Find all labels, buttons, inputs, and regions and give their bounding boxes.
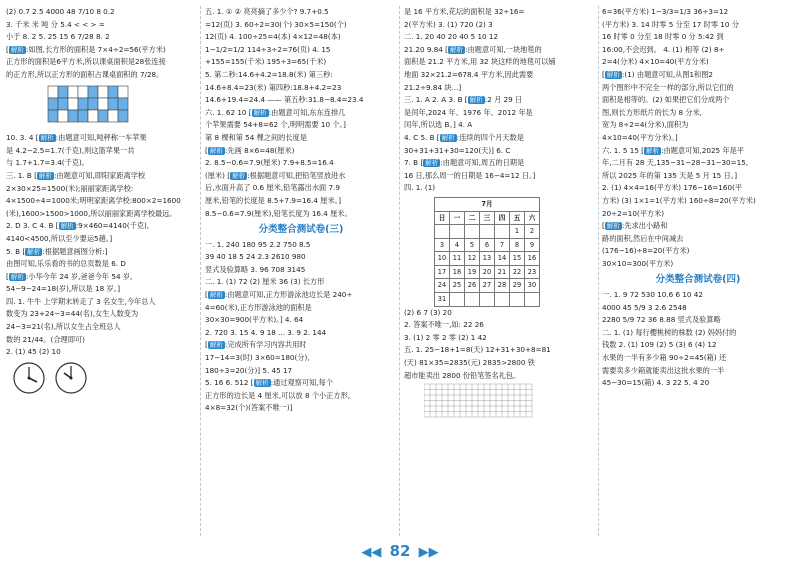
calendar-day: 6 <box>480 238 495 252</box>
calendar-day: 3 <box>435 238 450 252</box>
grid-tile <box>98 110 108 122</box>
grid-tile <box>48 110 58 122</box>
calendar-day <box>465 225 480 239</box>
analysis-tag: 解析 <box>209 146 223 155</box>
answer-line: 30+31+31+30=120(天)] 6. C <box>404 145 511 155</box>
answer-line: 宽为 8÷2=4(分米),面积为 <box>602 120 689 130</box>
grid-tile <box>88 110 98 122</box>
answer-line: 14.6+8.4=23(米) 第四秒:18.8+4.2=23 <box>205 82 342 92</box>
answer-line: 4000 45 5/9 3 2.6 2548 <box>602 302 687 312</box>
grid-tile <box>88 86 98 98</box>
calendar-day: 25 <box>450 279 465 293</box>
analysis-tag: 解析 <box>38 171 53 180</box>
calendar-day: 17 <box>435 265 450 279</box>
answer-line: 厘米,铅笔的长度是 8.5+7.9=16.4 厘米。] <box>205 195 342 205</box>
answer-line: 21.2÷9.84 块...] <box>404 82 462 92</box>
analysis-tag: 解析 <box>606 222 620 231</box>
calendar-day: 15 <box>510 252 525 266</box>
answer-line: 24−3=21(名),所以女生占全班总人 <box>6 322 121 332</box>
answer-line: 180÷3=20(分)] 5. 45 17 <box>205 365 293 375</box>
page-footer <box>0 542 800 560</box>
calendar-day <box>435 225 450 239</box>
grid-tile <box>78 98 88 110</box>
grid-tile <box>58 98 68 110</box>
answer-line: 二. 1. (1) 72 (2) 厘米 36 (3) 长方形 <box>205 277 325 287</box>
grid-tile <box>108 86 118 98</box>
answer-line: 两个图形中不完全一样的部分,所以它们的 <box>602 82 734 92</box>
answer-line: [ 解析 :先画 8×6=48(厘米) <box>205 145 295 155</box>
calendar-day: 29 <box>510 279 525 293</box>
analysis-tag: 解析 <box>40 134 54 143</box>
answer-line: 30×10=300(平方米) <box>602 258 674 268</box>
column-4 <box>602 6 794 536</box>
calendar-day: 16 <box>525 252 540 266</box>
answer-line: 12(页) 4. 100÷25=4(本) 4×12=48(本) <box>205 32 341 42</box>
calendar-day: 21 <box>495 265 510 279</box>
grid-tile <box>68 86 78 98</box>
answer-line: 4. C 5. B [ 解析 :连续的四个月天数是 <box>404 132 524 142</box>
answer-line: 年,二月有 28 天,135−31−28−31−30=15, <box>602 158 749 168</box>
answer-line: 2(平方米) 3. (1) 720 (2) 3 <box>404 19 493 29</box>
answer-line: 面积是相等的。(2) 如果把它们分成两个 <box>602 95 730 105</box>
answer-line: 二. 1. (1) 每行樱桃树的株数 (2) 妈妈付的 <box>602 327 737 337</box>
answer-line: (176−16)÷8=20(平方米) <box>602 246 690 256</box>
calendar-day <box>450 225 465 239</box>
answer-line: (米),1600>1500>1000,所以丽丽家距离学校最远。 <box>6 208 177 218</box>
grid-tile <box>78 110 88 122</box>
calendar-day <box>480 225 495 239</box>
answer-line: 数变为 23+24−3=44(名),女生人数变为 <box>6 309 139 319</box>
clock-icon <box>12 361 46 395</box>
grid-tile <box>58 110 68 122</box>
answer-line: 一. 1. 9 72 530 10.6 6 10 42 <box>602 290 703 300</box>
calendar-day: 1 <box>510 225 525 239</box>
calendar-day: 20 <box>480 265 495 279</box>
answer-line: 水果的一半有多少箱 90÷2=45(箱) 还 <box>602 353 727 363</box>
analysis-tag: 解析 <box>27 247 41 256</box>
answer-line: (厘米) [ 解析 :根据题意可知,把铅笔竖放进水 <box>205 170 346 180</box>
grid-tile <box>48 86 58 98</box>
answer-line: 2. (1) 45 (2) 10 <box>6 347 61 357</box>
column-divider <box>399 6 400 536</box>
answer-line: 三. 1. A 2. A 3. B [ 解析 :2 月 29 日 <box>404 95 523 105</box>
column-divider <box>598 6 599 536</box>
answer-line: (天) 81×35=2835(元) 2835>2800 铁 <box>404 358 535 368</box>
grid-tile <box>98 86 108 98</box>
analysis-tag: 解析 <box>10 272 24 281</box>
analysis-tag: 解析 <box>209 291 223 300</box>
calendar-day: 11 <box>450 252 465 266</box>
answer-line: 54−9−24=18(岁),所以是 18 岁。] <box>6 284 121 294</box>
answer-line: 一. 1. 240 180 95 2.2 750 8.5 <box>205 239 311 249</box>
answer-line: 1−1/2=1/2 114÷3÷2=76(页) 4. 15 <box>205 44 331 54</box>
grid-tile <box>78 86 88 98</box>
answer-line: 5. 第二秒:14.6+4.2=18.8(米) 第三秒: <box>205 69 333 79</box>
answer-line: 闰年,所以选 B。] 4. A <box>404 120 473 130</box>
calendar-day <box>510 293 525 307</box>
answer-line: 4×10=40(平方分米)。] <box>602 132 678 142</box>
answer-line: 小于 8. 2 5. 25 15 6 7/28 8. 2 <box>6 32 110 42</box>
grid-tile <box>58 86 68 98</box>
answer-line: 的正方形,所以正方形的面积占课桌面积的 7/28。 <box>6 69 164 79</box>
answer-line: [ 解析 :(1) 由题意可知,从图1和图2 <box>602 69 714 79</box>
answer-line: 地面 32×21.2=678.4 平方米,因此需要 <box>404 69 534 79</box>
answer-line: 三. 1. B [ 解析 :由题意可知,即阳家距离学校 <box>6 170 146 180</box>
calendar-day: 10 <box>435 252 450 266</box>
answer-line: 4140<4500,所以至少要运5趟。] <box>6 233 113 243</box>
answer-line: 17−14=3(时) 3×60=180(分), <box>205 353 310 363</box>
answer-line: 超市能卖出 2800 份铅笔签名礼包。 <box>404 370 521 380</box>
analysis-tag: 解析 <box>646 146 660 155</box>
answer-line: 面积是 21.2 平方米,用 32 块这样的地毯可以铺 <box>404 57 556 67</box>
answer-line: (2) 6 7 (3) 20 <box>404 307 452 317</box>
grid-tile <box>68 98 78 110</box>
calendar-weekday: 四 <box>495 211 510 225</box>
answer-line: 是 4.2−2.5=1.7(千克),则这篮苹果一共 <box>6 145 135 155</box>
answer-line: 2. D 3. C 4. B [ 解析 :9×460=4140(千克), <box>6 221 150 231</box>
grid-tile <box>108 110 118 122</box>
calendar-weekday: 一 <box>450 211 465 225</box>
answer-line: 五. 1. ① ② 亮亮摘了多少个? 9.7+0.5 <box>205 7 329 16</box>
calendar-day: 30 <box>525 279 540 293</box>
calendar-weekday: 六 <box>525 211 540 225</box>
answer-line: 4×1500÷4=1000米;明明家距离学校:800×2=1600 <box>6 196 181 206</box>
dot-grid-figure <box>424 382 534 420</box>
calendar-day: 18 <box>450 265 465 279</box>
clock-row <box>6 361 198 395</box>
answer-line: 3. (1) 2 零 2 零 (2) 1 42 <box>404 332 487 342</box>
answer-line: (平方米) 3. 14 时零 5 分至 17 时零 10 分 <box>602 19 739 29</box>
answer-line: 与 1.7+1.7=3.4(千克)。 <box>6 158 89 168</box>
grid-tile <box>118 110 128 122</box>
answer-line: 第 8 棵和第 54 棵之间的长度是 <box>205 132 307 142</box>
calendar-day: 19 <box>465 265 480 279</box>
answer-line: 方米) (3) 1×1=1(平方米) 160÷8=20(平方米) <box>602 195 756 205</box>
answer-line: 竖式及验算略 3. 96 708 3145 <box>205 264 306 274</box>
analysis-tag: 解析 <box>10 45 24 54</box>
answer-line: 2×30×25=1500(米);丽丽家距离学校: <box>6 183 134 193</box>
column-3 <box>404 6 596 536</box>
answer-line: [ 解析 :先求出小路和 <box>602 221 668 231</box>
calendar-day: 13 <box>480 252 495 266</box>
analysis-tag: 解析 <box>425 159 439 168</box>
calendar-day <box>465 293 480 307</box>
calendar-day <box>495 225 510 239</box>
answer-line: 20÷2=10(平方米) <box>602 208 665 218</box>
answer-line: 二. 1. 20 40 20 40 5 10 12 <box>404 32 499 42</box>
answer-line: 所以 2025 年的第 135 天是 5 月 15 日。] <box>602 170 738 180</box>
answer-line: 45−30=15(箱) 4. 3 22 5. 4 20 <box>602 378 710 388</box>
next-page-icon[interactable]: ▶▶ <box>418 545 439 560</box>
grid-tile <box>88 98 98 110</box>
grid-tile <box>118 86 128 98</box>
answer-line: =12(页) 3. 60÷2=30(个) 30×5=150(个) <box>205 19 347 29</box>
answer-line: 2. 720 3. 15 4. 9 18 ... 3. 9 2. 144 <box>205 327 327 337</box>
calendar-day: 22 <box>510 265 525 279</box>
section-title: 分类整合测试卷(三) <box>258 224 344 236</box>
prev-page-icon[interactable]: ◀◀ <box>361 545 382 560</box>
answer-line: 六. 1. 5 15 [ 解析 :由题意可知,2025 年是平 <box>602 145 744 155</box>
analysis-tag: 解析 <box>60 222 74 231</box>
analysis-tag: 解析 <box>449 45 464 54</box>
column-divider <box>200 6 201 536</box>
answer-line: 14.6+19.4=24.4 —— 第五秒:31.8−8.4=23.4 <box>205 95 364 105</box>
answer-line: 后,水面升高了 0.6 厘米,铅笔露出水面 7.9 <box>205 183 340 193</box>
answer-line: 30×30=900(平方米)。] 4. 64 <box>205 315 304 325</box>
analysis-tag: 解析 <box>232 171 246 180</box>
grid-tile <box>98 98 108 110</box>
answer-line: 5. 16 6. 512 [ 解析 :通过观察可知,每个 <box>205 378 333 388</box>
grid-tile <box>68 110 78 122</box>
answer-line: 五. 1. 25−18+1=8(天) 12+31+30+8=81 <box>404 345 551 355</box>
answer-line: (2) 0.7 2.5 4000 48 7/10 8 0.2 <box>6 7 115 16</box>
answer-line: 正方形的面积是6平方米,所以课桌面积是28张连接 <box>6 57 166 67</box>
calendar-day: 27 <box>480 279 495 293</box>
answer-line: 钱数 2. (1) 109 (2) 5 (3) 6 (4) 12 <box>602 340 717 350</box>
calendar-day: 24 <box>435 279 450 293</box>
grid-tile <box>48 98 58 110</box>
answer-line: 4×8=32(个)(答案不唯一)] <box>205 403 293 413</box>
calendar-day: 4 <box>450 238 465 252</box>
calendar-day <box>495 293 510 307</box>
calendar-day: 26 <box>465 279 480 293</box>
answer-line: 3. 千米 米 吨 分 5.4 < < > = <box>6 19 105 29</box>
analysis-tag: 解析 <box>469 96 483 105</box>
answer-line: 21.20 9.84 [ 解析 :由题意可知,一块地毯的 <box>404 44 542 54</box>
calendar-day <box>525 293 540 307</box>
grid-tile <box>118 98 128 110</box>
answer-line: 16 日,那么周一的日期是 16−4=12 日。] <box>404 170 536 180</box>
answer-line: 数的 21/44。(合理即可) <box>6 334 85 344</box>
section-title: 分类整合测试卷(四) <box>655 274 741 286</box>
calendar-table <box>434 197 540 307</box>
answer-line: 由图可知,乐乐看的书的总页数是 6. D <box>6 259 126 269</box>
tile-grid-figure <box>46 84 136 126</box>
answer-line: 需要卖多少箱就能卖出这批水果的一半 <box>602 365 725 375</box>
calendar-day: 23 <box>525 265 540 279</box>
calendar-day: 9 <box>525 238 540 252</box>
answer-line: 4=60(米),正方形游泳池的面积是 <box>205 302 312 312</box>
answer-line: 10. 3. 4 [ 解析 :由题意可知,吨秤称一车苹果 <box>6 133 147 143</box>
calendar-weekday: 三 <box>480 211 495 225</box>
calendar-day: 14 <box>495 252 510 266</box>
grid-tile <box>108 98 118 110</box>
calendar-day: 5 <box>465 238 480 252</box>
calendar-weekday: 五 <box>510 211 525 225</box>
answer-line: 四. 1. (1) <box>404 183 436 193</box>
answer-line: 四. 1. 牛牛 上学期末转走了 3 名女生,今年总人 <box>6 296 156 306</box>
answer-line: 6=36(平方米) 1−3/3=1/3 36÷3=12 <box>602 7 729 16</box>
calendar-day: 28 <box>495 279 510 293</box>
calendar-day: 2 <box>525 225 540 239</box>
answer-line: 2. 答案不唯一,如: 22 26 <box>404 320 484 330</box>
answer-line: 16 时零 0 分至 18 时零 0 分 5:42 到 <box>602 32 724 42</box>
answer-line: 7. B [ 解析 :由题意可知,周五的日期是 <box>404 158 525 168</box>
calendar-weekday: 二 <box>465 211 480 225</box>
answer-line: 路的面积,然后在中间减去 <box>602 233 684 243</box>
answer-line: 8.5−0.6=7.9(厘米),铅笔长度为 16.4 厘米。 <box>205 208 352 218</box>
calendar-day <box>450 293 465 307</box>
answer-line: [ 解析 :小华今年 24 岁,爸爸今年 54 岁, <box>6 271 133 281</box>
answer-line: 2280 5/9 72 36 8.88 竖式及验算略 <box>602 315 721 325</box>
calendar-day: 8 <box>510 238 525 252</box>
analysis-tag: 解析 <box>255 379 269 388</box>
answer-line: +155=155(千米) 195÷3=65(千米) <box>205 57 327 67</box>
answer-line: 个苹果需要 54+8=62 个,明明需要 10 个。] <box>205 120 346 130</box>
column-2 <box>205 6 397 536</box>
calendar-day <box>480 293 495 307</box>
page-number: 82 <box>389 542 411 560</box>
analysis-tag: 解析 <box>209 341 223 350</box>
answer-line: [ 解析 :如图,长方形的面积是 7×4÷2=56(平方米) <box>6 44 166 54</box>
calendar-month: 7月 <box>435 197 540 211</box>
answer-line: 39 40 18 5 24 2.3 2610 980 <box>205 252 306 262</box>
column-1 <box>6 6 198 536</box>
answer-line: 六. 1. 62 10 [ 解析 :由题意可知,东东连排几 <box>205 107 346 117</box>
analysis-tag: 解析 <box>253 108 267 117</box>
analysis-tag: 解析 <box>606 70 620 79</box>
analysis-tag: 解析 <box>441 133 455 142</box>
calendar-day: 12 <box>465 252 480 266</box>
answer-line: 2=4(分米) 4×10=40(平方分米) <box>602 57 709 67</box>
answer-line: 是 16 平方米,花坛的面积是 32÷16= <box>404 7 525 16</box>
answer-line: 图,则长方形纸片的长为 8 分米, <box>602 107 702 117</box>
clock-icon <box>54 361 88 395</box>
calendar-weekday: 日 <box>435 211 450 225</box>
answer-line: 16:00,不会迟到。 4. (1) 相等 (2) 8÷ <box>602 44 725 54</box>
answer-line: 是闰年,2024 年、1976 年、2012 年是 <box>404 107 533 117</box>
calendar-day: 31 <box>435 293 450 307</box>
answer-line: [ 解析 :由题意可知,正方形游泳池边长是 240÷ <box>205 290 353 300</box>
answer-line: 5. B [ 解析 :根据题意画图分析:] <box>6 246 108 256</box>
calendar-day: 7 <box>495 238 510 252</box>
answer-line: 2. (1) 4×4=16(平方米) 176−16=160(平 <box>602 183 743 193</box>
answer-line: 2. 8.5−0.6=7.9(厘米) 7.9+8.5=16.4 <box>205 158 334 168</box>
answer-line: [ 解析 :完成所有学习内容共用时 <box>205 340 307 350</box>
answer-line: 正方形的边长是 4 厘米,可以放 8 个小正方形, <box>205 390 351 400</box>
